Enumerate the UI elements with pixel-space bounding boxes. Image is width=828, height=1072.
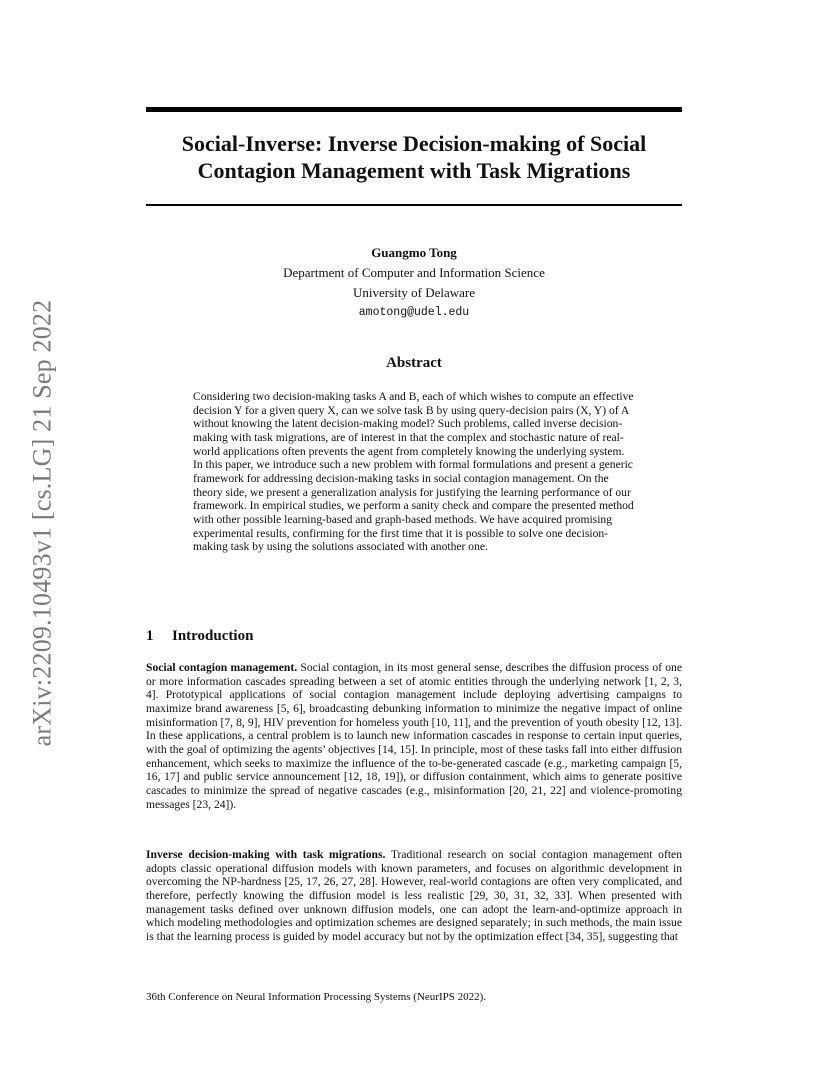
- section-title: Introduction: [172, 628, 254, 644]
- paper-title: [146, 130, 682, 184]
- paragraph-2-text: Traditional research on social contagion management often adopts classic operational diffusion models with known parameters, and focuses on algorithmic development in overcoming the NP-hardness [25, 17, 26, 27, 28]. However, real-world contagions are often very complicated, and therefore, perfectly knowing the diffusion model is less realistic [29, 30, 31, 32, 33]. When presented with management tasks defined over unknown diffusion models, one can adopt the learn-and-optimize approach in which modeling methodologies and optimization schemes are designed separately; in such methods, the main issue is that the learning process is guided by model accuracy but not by the optimization effect [34, 35], suggesting that: [146, 848, 683, 943]
- paragraph-1-text: Social contagion, in its most general sense, describes the diffusion process of one or more information cascades spreading between a set of atomic entities through the underlying network [1, 2, 3, 4]. Prototypical applications of social contagion management include deploying advertising campaigns to maximize brand awareness [5, 6], broadcasting debunking information to minimize the negative impact of online misinformation [7, 8, 9], HIV prevention for homeless youth [10, 11], and the prevention of youth obesity [12, 13]. In these applications, a central problem is to launch new information cascades in response to certain input queries, with the goal of optimizing the agents’ objectives [14, 15]. In principle, most of these tasks fall into either diffusion enhancement, which seeks to maximize the influence of the to-be-generated cascade (e.g., marketing campaign [5, 16, 17] and public service announcement [12, 18, 19]), or diffusion containment, which aims to generate positive cascades to minimize the spread of negative cascades (e.g., misinformation [20, 21, 22] and violence-promoting messages [23, 24]).: [146, 661, 683, 811]
- author-name: Guangmo Tong: [371, 245, 457, 260]
- section-heading-introduction: [146, 628, 253, 645]
- intro-paragraph-1: [146, 661, 682, 811]
- title-rule-top: [146, 107, 682, 112]
- author-email: amotong@udel.edu: [358, 306, 470, 319]
- title-rule-bottom: [146, 204, 682, 206]
- author-block: [146, 243, 682, 323]
- paragraph-2-lead: Inverse decision-making with task migrations.: [146, 848, 386, 861]
- title-line-1: Social-Inverse: Inverse Decision-making of Social: [181, 131, 647, 156]
- arxiv-stamp: [24, 285, 60, 760]
- author-department: Department of Computer and Information Science: [283, 265, 545, 280]
- intro-paragraph-2: [146, 848, 682, 944]
- section-number: 1: [146, 628, 154, 644]
- conference-footnote: 36th Conference on Neural Information Processing Systems (NeurIPS 2022).: [146, 991, 487, 1003]
- title-line-2: Contagion Management with Task Migrations: [197, 158, 631, 183]
- paragraph-1-lead: Social contagion management.: [146, 661, 298, 674]
- abstract-text: Considering two decision-making tasks A and B, each of which wishes to compute an effective decision Y for a given query X, can we solve task B by using query-decision pairs (X, Y) of A without knowing the latent decision-making model? Such problems, called inverse decision-making with task migrations, are of interest in that the complex and stochastic nature of real-world applications often prevents the agent from completely knowing the underlying system. In this paper, we introduce such a new problem with formal formulations and present a generic framework for addressing decision-making tasks in social contagion management. On the theory side, we present a generalization analysis for justifying the learning performance of our framework. In empirical studies, we perform a sanity check and compare the presented method with other possible learning-based and graph-based methods. We have acquired promising experimental results, confirming for the first time that it is possible to solve one decision-making task by using the solutions associated with another one.: [193, 390, 634, 554]
- author-university: University of Delaware: [352, 285, 475, 300]
- arxiv-stamp-text: arXiv:2209.10493v1 [cs.LG] 21 Sep 2022: [27, 299, 56, 746]
- abstract-heading: Abstract: [386, 355, 442, 371]
